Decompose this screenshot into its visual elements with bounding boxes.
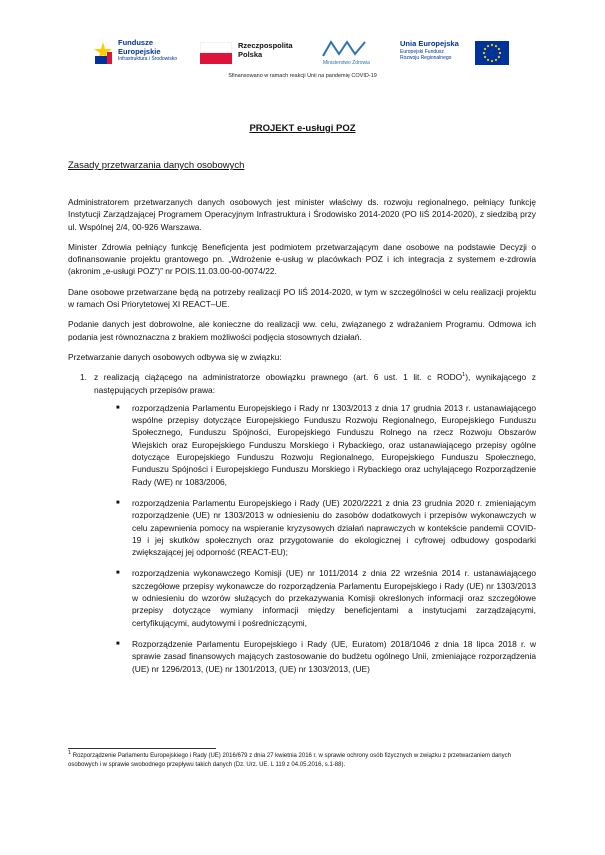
eu-star-icon bbox=[491, 60, 493, 62]
rp-title-line1: Rzeczpospolita bbox=[238, 41, 293, 50]
paragraph: Administratorem przetwarzanych danych osobowych jest minister właściwy ds. rozwoju regionalnego, pełniący funkcję Instytucji Zarządzającej Programem Operacyjnym Infrastruktura i Środowisko 2014-2020 (PO IiŚ 2014-2020), z siedzibą przy ul. Wspólnej 2/4, 00-926 Warszawa. bbox=[68, 197, 536, 232]
rp-title-line2: Polska bbox=[238, 49, 263, 59]
funding-note: Sfinansowano w ramach reakcji Unii na pandemię COVID-19 bbox=[228, 73, 377, 79]
footnote-text: Rozporządzenie Parlamentu Europejskiego i Rady (UE) 2016/679 z dnia 27 kwietnia 2016 r. w sprawie ochrony osób fizycznych w związku z przetwarzaniem danych osobowych i w sprawie swobodnego przepływu takich danych (Dz. Urz. UE. L 119 z 04.05.2016, s.1-88). bbox=[68, 753, 511, 768]
document-body bbox=[68, 196, 536, 684]
eu-star-icon bbox=[495, 59, 497, 61]
list-item-tail: ), wynikającego z następujących przepisów prawa: bbox=[94, 372, 536, 395]
list-number: 1. bbox=[80, 372, 87, 383]
bullet-item: ■ rozporządzenia Parlamentu Europejskiego i Rady (UE) 2020/2221 z dnia 23 grudnia 2020 r. zmieniającym rozporządzenie (UE) nr 1303/2013 w odniesieniu do zasobów dodatkowych i przepisów wykonawczych w celu zapewnienia pomocy na wspieranie kryzysowych działań naprawczych w kontekście pandemii COVID-19 i jej skutków społecznych oraz przygotowanie do ekologicznej i cyfrowej odbudowy gospodarki zwiększającej jej odporność (REACT-EU); bbox=[132, 497, 536, 558]
eu-star-icon bbox=[499, 52, 501, 54]
ue-title: Unia Europejska bbox=[400, 39, 459, 48]
eu-star-icon bbox=[498, 56, 500, 58]
eu-star-icon bbox=[484, 48, 486, 50]
ue-subtitle-1: Europejski Fundusz bbox=[400, 48, 444, 55]
mz-subtitle: Ministerstwo Zdrowia bbox=[323, 60, 370, 66]
polish-flag-icon bbox=[200, 42, 232, 64]
rzeczpospolita-polska-logo bbox=[200, 38, 293, 70]
eu-star-icon bbox=[483, 52, 485, 54]
footnote-separator bbox=[68, 748, 216, 749]
eu-flag-icon bbox=[475, 41, 509, 65]
footnote-number: 1 bbox=[68, 750, 72, 756]
fe-star-icon bbox=[92, 40, 114, 66]
bullet-item: ■ rozporządzenia wykonawczego Komisji (UE) nr 1011/2014 z dnia 22 września 2014 r. ustanawiającego szczegółowe przepisy wykonawcze do rozporządzenia Parlamentu Europejskiego i Rady (UE) nr 1303/2013 w odniesieniu do wzorów służących do przekazywania Komisji określonych informacji oraz szczegółowe przepisy dotyczące wymiany informacji między beneficjentami a instytucjami zarządzającymi, certyfikującymi, audytowymi i pośredniczącymi, bbox=[132, 567, 536, 628]
paragraph: Podanie danych jest dobrowolne, ale konieczne do realizacji ww. celu, związanego z wdrażaniem Programu. Odmowa ich podania jest równoznaczna z brakiem możliwości podjęcia stosownych działań. bbox=[68, 319, 536, 342]
bullet-item: ■ Rozporządzenie Parlamentu Europejskiego i Rady (UE, Euratom) 2018/1046 z dnia 18 lipca 2018 r. w sprawie zasad finansowych mających zastosowanie do budżetu ogólnego Unii, zmieniające rozporządzenia (UE) nr 1296/2013, (UE) nr 1301/2013, (UE) nr 1303/2013, (UE) bbox=[132, 638, 536, 675]
fundusze-europejskie-logo bbox=[92, 38, 182, 70]
unia-europejska-logo bbox=[400, 38, 512, 70]
fe-title-line2: Europejskie bbox=[118, 46, 161, 56]
eu-star-icon bbox=[498, 48, 500, 50]
ue-subtitle-2: Rozwoju Regionalnego bbox=[400, 54, 452, 61]
paragraph: Dane osobowe przetwarzane będą na potrzeby realizacji PO IiŚ 2014-2020, w tym w szczególności w celu realizacji projektu w ramach Osi Priorytetowej XI REACT–UE. bbox=[68, 286, 536, 310]
bullet-item: ■ rozporządzenia Parlamentu Europejskiego i Rady nr 1303/2013 z dnia 17 grudnia 2013 r. ustanawiającego wspólne przepisy dotyczące Europejskiego Funduszu Rozwoju Regionalnego, Europejskiego Funduszu Społecznego, Funduszu Spójności, Europejskiego Funduszu Rolnego na rzecz Rozwoju Obszarów Wiejskich oraz Europejskiego Funduszu Morskiego i Rybackiego, oraz ustanawiającego przepisy ogólne dotyczące Europejskiego Funduszu Rozwoju Regionalnego, Europejskiego Funduszu Społecznego, Funduszu Spójności i Europejskiego Funduszu Morskiego i Rybackiego oraz uchylającego Rozporządzenie Rady (WE) nr 1083/2006, bbox=[132, 402, 536, 488]
eu-star-icon bbox=[484, 56, 486, 58]
list-item-text: z realizacją ciążącego na administratorze obowiązku prawnego (art. 6 ust. 1 lit. c RODO bbox=[94, 372, 463, 383]
section-title: Zasady przetwarzania danych osobowych bbox=[68, 160, 245, 171]
paragraph: Przetwarzanie danych osobowych odbywa się w związku: bbox=[68, 351, 282, 362]
mz-wave-icon bbox=[321, 38, 367, 60]
fe-title-line1: Fundusze bbox=[118, 38, 153, 47]
fe-subtitle: Infrastruktura i Środowisko bbox=[118, 56, 178, 62]
ministerstwo-zdrowia-logo bbox=[317, 38, 377, 70]
eu-star-icon bbox=[487, 59, 489, 61]
eu-star-icon bbox=[491, 44, 493, 46]
footnote-reference[interactable]: 1 bbox=[462, 372, 466, 379]
logo-strip bbox=[92, 38, 512, 70]
numbered-list-item bbox=[68, 371, 536, 675]
bullet-list bbox=[94, 402, 536, 675]
document-title: PROJEKT e-usługi POZ bbox=[249, 123, 356, 134]
paragraph: Minister Zdrowia pełniący funkcję Beneficjenta jest podmiotem przetwarzającym dane osobowe na podstawie Decyzji o dofinansowanie projektu grantowego pn. „Wdrożenie e-usług w placówkach POZ i ich integracja z systemem e-zdrowia (akronim „e-usługi POZ”)” nr POIS.11.03.00-00-0074/22. bbox=[68, 241, 536, 277]
footnote bbox=[68, 752, 536, 769]
eu-star-icon bbox=[487, 45, 489, 47]
eu-star-icon bbox=[495, 45, 497, 47]
